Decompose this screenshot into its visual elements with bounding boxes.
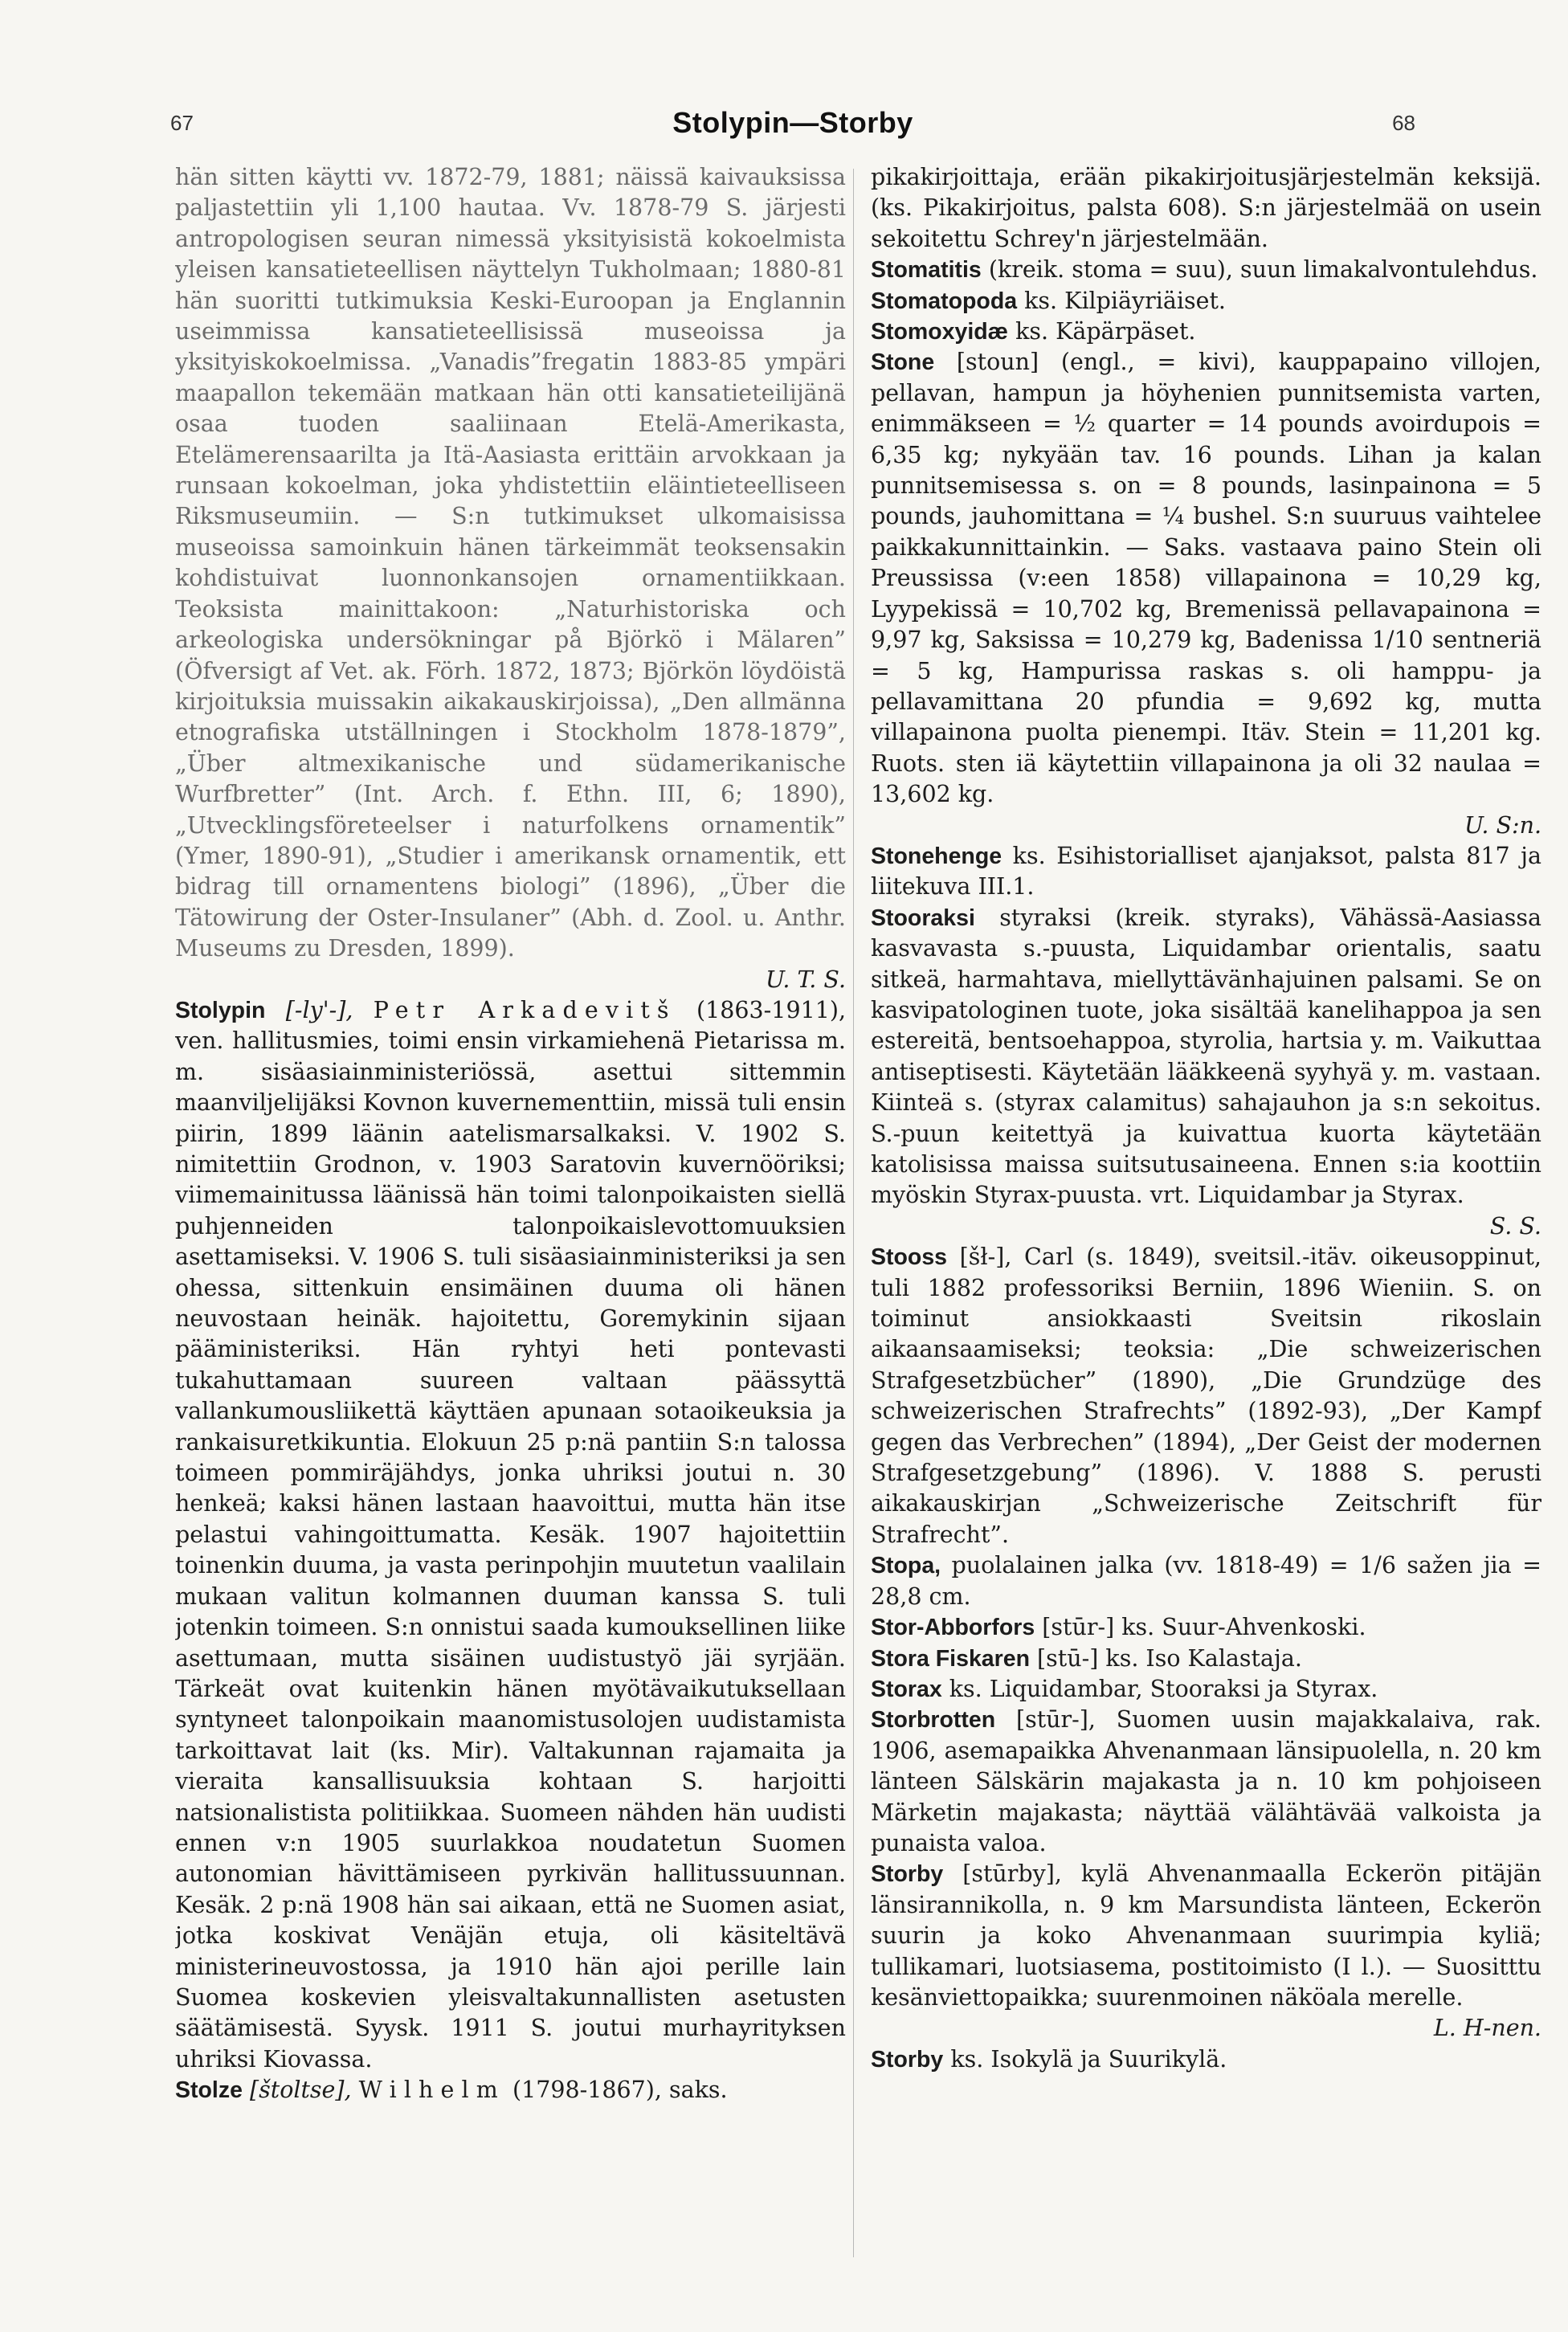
pronunciation: [-ly'-],	[285, 996, 353, 1023]
entry-text: puolalainen jalka (vv. 1818-49) = 1/6 sažen jia = 28,8 cm.	[871, 1552, 1541, 1610]
headword: Storby	[871, 1861, 944, 1888]
headword: Storby	[871, 2046, 944, 2073]
entry-signature: L. H-nen.	[1433, 2015, 1541, 2042]
left-column	[175, 162, 846, 2267]
entry-person-name: Petr Arkadevitš	[373, 996, 676, 1023]
entry-text: [stūr-], Suomen uusin majakkalaiva, rak. 1906, asemapaikka Ahvenanmaan länsipuolella, n. 20 km länteen Sälskärin majakasta ja n. 10 km pohjoiseen Märketin majakasta; näyttää välähtävää valkoista ja punaista valoa.	[871, 1706, 1541, 1856]
page-number-left: 67	[170, 111, 194, 135]
page-header	[170, 103, 1415, 151]
headword: Stooraksi	[871, 905, 975, 931]
dictionary-entry	[871, 841, 1541, 903]
entry-text: [stoun] (engl., = kivi), kauppapaino villojen, pellavan, hampun ja höyhenien punnitsemista varten, enimmäkseen = ½ quarter = 14 pounds avoirdupois = 6,35 kg; nykyään tav. 16 pounds. Lihan ja kalan punnitsemisessa s. on = 8 pounds, lasinpainona = 5 pounds, jauhomittana = ¼ bushel. S:n suuruus vaihtelee paikkakunnittainkin. — Saks. vastaava paino Stein oli Preussissa (v:een 1858) villapainona = 10,29 kg, Lyypekissä = 10,702 kg, Bremenissä pellavapainona = 9,97 kg, Saksissa = 10,279 kg, Badenissa 1/10 sentneriä = 5 kg, Hampurissa raskas s. oli hamppu- ja pellavamittana 20 pfundia = 9,692 kg, mutta villapainona puolta pienempi. Itäv. Stein = 11,201 kg. Ruots. sten iä käytettiin villapainona ja oli 32 naulaa = 13,602 kg.	[871, 349, 1541, 808]
right-column	[871, 162, 1541, 2267]
headword: Storbrotten	[871, 1707, 996, 1734]
entry-person-name: Wilhelm	[358, 2077, 505, 2104]
entry-text: [stūrby], kylä Ahvenanmaalla Eckerön pitäjän länsirannikolla, n. 9 km Marsundista länteen, Eckerön suurin ja koko Ahvenanmaan suurimpia kyliä; tullikamari, luotsiasema, postitoimisto (I l.). — Suositttu kesänviettopaikka; suurenmoinen näköala merelle.	[871, 1860, 1541, 2011]
dictionary-entry	[871, 1242, 1541, 1550]
dictionary-entry	[871, 903, 1541, 1211]
headword: Stone	[871, 349, 935, 376]
dictionary-entry	[871, 255, 1541, 285]
entry-text: ks. Käpärpäset.	[1008, 318, 1196, 345]
entry-text: (kreik. stoma = suu), suun limakalvontulehdus.	[981, 256, 1538, 284]
dictionary-entry	[871, 286, 1541, 317]
dictionary-entry	[871, 1859, 1541, 2013]
entry-signature: U. S:n.	[1464, 811, 1541, 839]
entry-text: [šł-], Carl (s. 1849), sveitsil.-itäv. oikeusoppinut, tuli 1882 professoriksi Berniin, 1896 Wieniin. S. on toiminut ansiokkaasti Sveitsin rikoslain aikaansaamiseksi; teoksia: „Die schweizerischen Strafgesetzbücher” (1890), „Die Grundzüge des schweizerischen Strafrechts” (1892-93), „Der Kampf gegen das Verbrechen” (1894), „Der Geist der modernen Strafgesetzgebung” (1896). V. 1888 S. perusti aikakauskirjan „Schweizerische Zeitschrift für Strafrecht”.	[871, 1244, 1541, 1548]
entry-text: ks. Esihistorialliset ajanjaksot, palsta 817 ja liitekuva III.1.	[871, 842, 1541, 901]
headword: Stolypin	[175, 997, 266, 1023]
headword: Storax	[871, 1676, 942, 1702]
column-divider	[853, 169, 854, 2257]
headword: Stomoxyidæ	[871, 319, 1009, 345]
continued-entry-text: hän sitten käytti vv. 1872-79, 1881; näissä kaivauksissa paljastettiin yli 1,100 hautaa. Vv. 1878-79 S. järjesti antropologisen seuran nimessä yksityisistä kokoelmista yleisen kansatieteellisen näyttelyn Tukholmaan; 1880-81 hän suoritti tutkimuksia Keski-Euroopan ja Englannin useimmissa kansatieteellisissä museoissa ja yksityiskokoelmissa. „Vanadis”fregatin 1883-85 ympäri maapallon tekemään matkaan hän otti kansatieteilijänä osaa tuoden saaliinaan Etelä-Amerikasta, Etelämerensaarilta ja Itä-Aasiasta erittäin arvokkaan ja runsaan kokoelman, joka yhdistettiin eläintieteelliseen Riksmuseumiin. — S:n tutkimukset ulkomaisissa museoissa samoinkuin hänen tärkeimmät teoksensakin kohdistuivat luonnonkansojen ornamentiikkaan. Teoksista mainittakoon: „Naturhistoriska och arkeologiska undersökningar på Björkö i Mälaren” (Öfversigt af Vet. ak. Förh. 1872, 1873; Björkön löydöistä kirjoituksia muissakin aikakauskirjoissa), „Den allmänna etnografiska utställningen i Stockholm 1878-1879”, „Über altmexikanische und südamerikanische Wurfbretter” (Int. Arch. f. Ethn. III, 6; 1890), „Utvecklingsföreteelser i naturfolkens ornamentik” (Ymer, 1890-91), „Studier i amerikansk ornamentik, ett bidrag till ornamentens biologi” (1896), „Über die Tätowirung der Oster-Insulaner” (Abh. d. Zool. u. Anthr. Museums zu Dresden, 1899).	[175, 164, 846, 962]
pronunciation: [štoltse],	[250, 2077, 352, 2104]
dictionary-entry	[871, 347, 1541, 810]
entry-text: [stūr-] ks. Suur-Ahvenkoski.	[1035, 1614, 1366, 1641]
headword: Stooss	[871, 1244, 948, 1271]
entry-text: (1863-1911), ven. hallitusmies, toimi ensin virkamiehenä Pietarissa m. m. sisäasiainministeriössä, asettui sittemmin maanviljelijäksi Kovnon kuvernementtiin, missä tuli ensin piirin, 1899 läänin aatelismarsalkaksi. V. 1902 S. nimitettiin Grodnon, v. 1903 Saratovin kuvernööriksi; viimemainitussa läänissä hän toimi talonpoikaisten siellä puhjenneiden talonpoikaislevottomuuksien asettamiseksi. V. 1906 S. tuli sisäasiainministeriksi ja sen ohessa, sittenkuin ensimäinen duuma oli hänen neuvostaan heinäk. hajoitettu, Goremykinin sijaan pääministeriksi. Hän ryhtyi heti pontevasti tukahuttamaan suureen valtaan päässyttä vallankumousliikettä käyttäen apunaan sotaoikeuksia ja rankaisuretkikuntia. Elokuun 25 p:nä pantiin S:n talossa toimeen pommiräjähdys, jonka uhriksi joutui n. 30 henkeä; kaksi hänen lastaan haavoittui, mutta hän itse pelastui vahingoittumatta. Kesäk. 1907 hajoitettiin toinenkin duuma, ja vasta perinpohjin muutetun vaalilain mukaan valitun kolmannen duuman kanssa S. tuli jotenkin toimeen. S:n onnistui saada kumouksellinen liike asettumaan, mutta sisäinen uudistustyö jäi syrjään. Tärkeät ovat kuitenkin hänen myötävaikutuksellaan syntyneet talonpoikain maanomistusolojen uudistamista tarkoittavat lait (ks. Mir). Valtakunnan rajamaita ja vieraita kansallisuuksia kohtaan S. harjoitti natsionalistista politiikkaa. Suomeen nähden hän uudisti ennen v:n 1905 suurlakkoa noudatetun Suomen autonomian hävittämiseen pyrkivän hallitussuunnan. Kesäk. 2 p:nä 1908 hän sai aikaan, että ne Suomen asiat, jotka koskivat Venäjän etuja, oli käsiteltävä ministerineuvostossa, ja 1910 hän ajoi perille lain Suomea koskevien yleisvaltakunnallisten asetusten säätämisestä. Syysk. 1911 S. joutui murhayrityksen uhriksi Kiovassa.	[175, 996, 846, 2073]
dictionary-entry	[871, 1612, 1541, 1643]
dictionary-entry	[871, 1550, 1541, 1612]
entry-stolypin	[175, 995, 846, 2075]
headword: Stora Fiskaren	[871, 1645, 1030, 1672]
entry-text: ks. Isokylä ja Suurikylä.	[943, 2045, 1227, 2073]
entry-stolze	[175, 2075, 846, 2105]
headword: Stomatitis	[871, 257, 982, 284]
entry-list	[871, 255, 1541, 2075]
dictionary-entry	[871, 1674, 1541, 1705]
continued-entry-text: pikakirjoittaja, erään pikakirjoitusjärjestelmän keksijä. (ks. Pikakirjoitus, palsta 608). S:n järjestelmää on usein sekoitettu Schrey'n järjestelmään.	[871, 164, 1541, 252]
headword: Stonehenge	[871, 843, 1002, 869]
entry-signature: S. S.	[1489, 1212, 1541, 1240]
entry-text: ks. Liquidambar, Stooraksi ja Styrax.	[941, 1675, 1378, 1702]
dictionary-entry	[871, 317, 1541, 347]
entry-text: ks. Kilpiäyriäiset.	[1017, 287, 1226, 314]
running-title: Stolypin—Storby	[672, 106, 913, 139]
entry-signature: U. T. S.	[765, 966, 846, 993]
entry-text: (1798-1867), saks.	[512, 2077, 728, 2104]
dictionary-entry	[871, 1705, 1541, 1859]
dictionary-entry	[871, 2044, 1541, 2075]
headword: Stolze	[175, 2077, 243, 2104]
headword: Stopa,	[871, 1553, 941, 1579]
headword: Stomatopoda	[871, 288, 1018, 314]
dictionary-entry	[871, 1644, 1541, 1674]
headword: Stor-Abborfors	[871, 1615, 1035, 1641]
page-number-right: 68	[1392, 111, 1415, 135]
entry-text: styraksi (kreik. styraks), Vähässä-Aasiassa kasvavasta s.-puusta, Liquidambar orientalis, saatu sitkeä, harmahtava, miellyttävänhajuinen palsami. Se on kasvipatologinen tuote, joka sisältää kanelihappoa ja sen estereitä, bentsoehappoa, styrolia, hartsia y. m. Vaikuttaa antiseptisesti. Käytetään lääkkeenä syyhyä y. m. vastaan. Kiinteä s. (styrax calamitus) sahajauhon ja s:n sekoitus. S.-puun keitettyä ja kuivattua kuorta käytetään katolisissa maissa suitsutusaineena. Ennen s:ia koottiin myöskin Styrax-puusta. vrt. Liquidambar ja Styrax.	[871, 904, 1541, 1209]
entry-text: [stū-] ks. Iso Kalastaja.	[1030, 1644, 1302, 1672]
